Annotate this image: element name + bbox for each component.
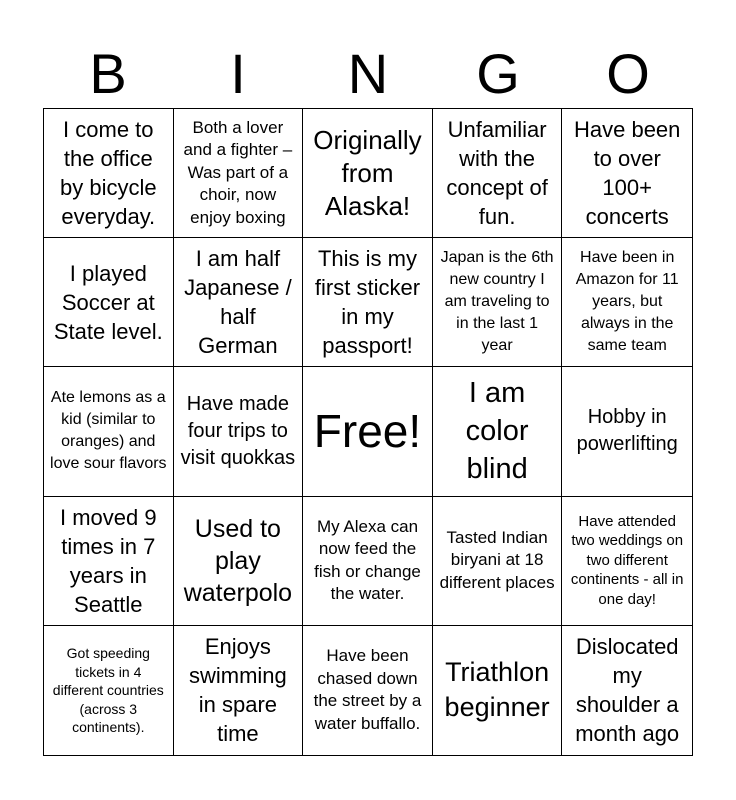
header-letter-g: G: [476, 42, 520, 105]
bingo-cell-r1c2[interactable]: [174, 109, 304, 238]
bingo-cell-r1c5[interactable]: [562, 109, 692, 238]
cell-text: I played Soccer at State level.: [53, 260, 163, 344]
cell-text: Originally from Alaska!: [313, 124, 422, 221]
bingo-board: [43, 108, 693, 756]
bingo-cell-r5c3[interactable]: [303, 626, 433, 755]
cell-text: Japan is the 6th new country I am traveling to in the last 1 year: [440, 249, 554, 355]
cell-text: Free!: [313, 405, 422, 458]
bingo-cell-r2c5[interactable]: [562, 238, 692, 367]
cell-text: I am color blind: [465, 377, 529, 486]
cell-text: Ate lemons as a kid (similar to oranges) and love sour flavors: [50, 389, 167, 473]
cell-text: Enjoys swimming in spare time: [188, 634, 287, 747]
cell-text: Have been in Amazon for 11 years, but always in the same team: [575, 249, 679, 355]
cell-text: I come to the office by bicycle everyday.: [60, 117, 157, 230]
bingo-cell-r2c3[interactable]: [303, 238, 433, 367]
cell-text: Hobby in powerlifting: [576, 406, 678, 456]
bingo-cell-r5c2[interactable]: [174, 626, 304, 755]
cell-text: Unfamiliar with the concept of fun.: [446, 117, 548, 230]
cell-text: Have made four trips to visit quokkas: [180, 392, 296, 469]
bingo-cell-free[interactable]: [303, 367, 433, 496]
bingo-cell-r4c3[interactable]: [303, 497, 433, 626]
bingo-cell-r4c1[interactable]: [44, 497, 174, 626]
bingo-cell-r2c1[interactable]: [44, 238, 174, 367]
bingo-cell-r3c2[interactable]: [174, 367, 304, 496]
bingo-cell-r4c4[interactable]: [433, 497, 563, 626]
bingo-cell-r5c5[interactable]: [562, 626, 692, 755]
cell-text: I am half Japanese / half German: [184, 246, 292, 359]
cell-text: Tasted Indian biryani at 18 different places: [439, 527, 555, 592]
bingo-cell-r2c2[interactable]: [174, 238, 304, 367]
bingo-cell-r2c4[interactable]: [433, 238, 563, 367]
cell-text: Got speeding tickets in 4 different countries (across 3 continents).: [52, 645, 164, 736]
header-letter-o: O: [606, 42, 650, 105]
bingo-cell-r1c1[interactable]: [44, 109, 174, 238]
bingo-cell-r4c2[interactable]: [174, 497, 304, 626]
cell-text: Both a lover and a fighter – Was part of a choir, now enjoy boxing: [183, 117, 293, 227]
cell-text: This is my first sticker in my passport!: [314, 246, 421, 359]
header-letter-b: B: [89, 42, 127, 105]
cell-text: Triathlon beginner: [444, 657, 550, 723]
bingo-cell-r3c5[interactable]: [562, 367, 692, 496]
header-letter-n: N: [347, 42, 389, 105]
cell-text: My Alexa can now feed the fish or change the water.: [314, 516, 421, 604]
bingo-cell-r1c4[interactable]: [433, 109, 563, 238]
cell-text: Have been chased down the street by a water buffallo.: [313, 646, 422, 733]
bingo-cell-r5c1[interactable]: [44, 626, 174, 755]
bingo-cell-r3c1[interactable]: [44, 367, 174, 496]
bingo-cell-r3c4[interactable]: [433, 367, 563, 496]
bingo-header: [43, 40, 693, 108]
cell-text: Have been to over 100+ concerts: [573, 117, 681, 230]
cell-text: Used to play waterpolo: [183, 514, 293, 607]
cell-text: Dislocated my shoulder a month ago: [575, 634, 680, 747]
cell-text: I moved 9 times in 7 years in Seattle: [59, 504, 157, 617]
header-letter-i: I: [230, 42, 246, 105]
bingo-cell-r1c3[interactable]: [303, 109, 433, 238]
bingo-cell-r4c5[interactable]: [562, 497, 692, 626]
cell-text: Have attended two weddings on two different continents - all in one day!: [570, 512, 684, 608]
bingo-cell-r5c4[interactable]: [433, 626, 563, 755]
